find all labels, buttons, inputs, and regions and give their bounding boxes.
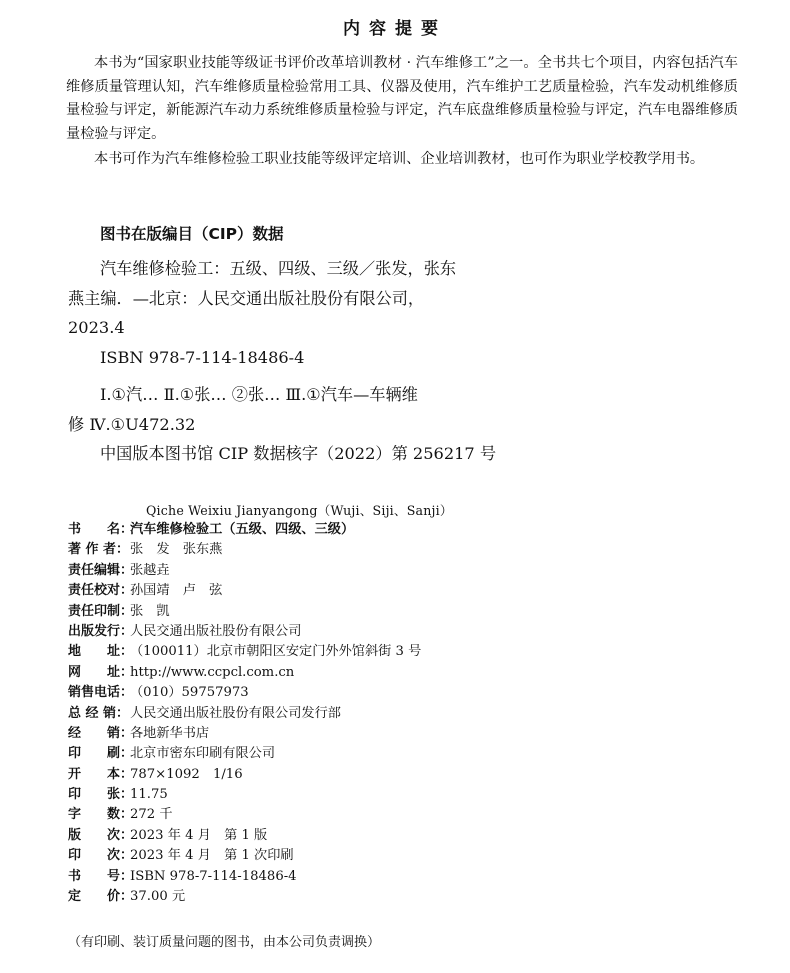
- meta-value: 11.75: [130, 787, 168, 803]
- meta-value: 人民交通出版社股份有限公司发行部: [130, 705, 341, 721]
- meta-row-title: [68, 520, 668, 540]
- meta-row-word-count: [68, 805, 668, 825]
- meta-label: 责任印制：: [68, 603, 134, 619]
- meta-row-editor: [68, 561, 668, 581]
- meta-row-general-distributor: [68, 704, 668, 724]
- meta-row-price: [68, 887, 668, 907]
- meta-value: 张 发 张东燕: [130, 542, 223, 558]
- meta-value: ISBN 978-7-114-18486-4: [130, 868, 297, 884]
- meta-row-address: [68, 642, 668, 662]
- cip-line-2: 燕主编．—北京：人民交通出版社股份有限公司，: [68, 288, 425, 308]
- meta-value: 张 凯: [130, 603, 170, 619]
- meta-row-sheets: [68, 785, 668, 805]
- summary-paragraph-2: 本书可作为汽车维修检验工职业技能等级评定培训、企业培训教材，也可作为职业学校教学用书。: [94, 151, 705, 167]
- summary-title: 内容提要: [343, 19, 447, 39]
- pinyin-title: Qiche Weixiu Jianyangong（Wuji、Siji、Sanji）: [146, 503, 453, 518]
- meta-row-authors: [68, 540, 668, 560]
- summary-paragraph-1: 本书为“国家职业技能等级证书评价改革培训教材 · 汽车维修工”之一。全书共七个项目，内容包括汽车维修质量管理认知，汽车维修质量检验常用工具、仪器及使用，汽车维护工艺质量检验，汽车发动机维修质量检验与评定，新能源汽车动力系统维修质量检验与评定，汽车底盘维修质量检验与评定，汽车电器维修质量检验与评定。: [66, 55, 738, 142]
- meta-value: http://www.ccpcl.com.cn: [130, 664, 295, 680]
- meta-row-sales-phone: [68, 683, 668, 703]
- cip-record-number: 中国版本图书馆 CIP 数据核字（2022）第 256217 号: [100, 444, 497, 463]
- meta-label: 字 数：: [68, 807, 134, 823]
- meta-row-proofreader: [68, 581, 668, 601]
- meta-label: 经 销：: [68, 725, 134, 741]
- quality-notice: （有印刷、装订质量问题的图书，由本公司负责调换）: [68, 935, 381, 950]
- meta-label: 版 次：: [68, 827, 134, 843]
- cip-block: [68, 254, 497, 469]
- meta-label: 书 号：: [68, 868, 134, 884]
- meta-value: 2023 年 4 月 第 1 次印刷: [130, 848, 294, 864]
- meta-row-publisher: [68, 622, 668, 642]
- meta-label: 责任校对：: [68, 583, 134, 599]
- cip-isbn: ISBN 978-7-114-18486-4: [100, 347, 305, 367]
- meta-value: 2023 年 4 月 第 1 版: [130, 827, 268, 843]
- meta-value: 37.00 元: [130, 889, 186, 905]
- meta-value: 787×1092 1/16: [130, 766, 243, 782]
- summary-block: [66, 52, 738, 174]
- meta-row-format: [68, 765, 668, 785]
- meta-label: 印 刷：: [68, 746, 134, 762]
- meta-label: 印 次：: [68, 848, 134, 864]
- meta-label: 定 价：: [68, 889, 134, 905]
- meta-label: 总 经 销：: [68, 705, 130, 721]
- meta-label: 书 名：: [68, 522, 134, 537]
- meta-value: （010）59757973: [130, 685, 249, 701]
- cip-line-1: 汽车维修检验工：五级、四级、三级／张发，张东: [100, 259, 457, 278]
- cip-spacer: [68, 372, 448, 380]
- meta-label: 地 址：: [68, 644, 134, 660]
- meta-row-website: [68, 663, 668, 683]
- meta-row-distributor: [68, 724, 668, 744]
- meta-value: 张越垚: [130, 562, 170, 578]
- meta-label: 著 作 者：: [68, 542, 130, 558]
- meta-label: 出版发行：: [68, 623, 134, 639]
- meta-value: 各地新华书店: [130, 725, 210, 741]
- cip-classification-2: 修 Ⅳ.①U472.32: [68, 414, 196, 434]
- meta-label: 网 址：: [68, 664, 134, 680]
- cip-classification-1: Ⅰ.①汽… Ⅱ.①张… ②张… Ⅲ.①汽车—车辆维: [100, 385, 418, 404]
- meta-label: 责任编辑：: [68, 562, 134, 578]
- meta-value: 汽车维修检验工（五级、四级、三级）: [130, 522, 355, 537]
- meta-row-print-supervisor: [68, 602, 668, 622]
- cip-line-3: 2023.4: [68, 318, 125, 337]
- meta-value: 孙国靖 卢 弦: [130, 583, 223, 599]
- meta-row-printing: [68, 846, 668, 866]
- meta-row-printer: [68, 744, 668, 764]
- meta-value: 272 千: [130, 807, 173, 823]
- meta-row-isbn: [68, 867, 668, 887]
- meta-value: 北京市密东印刷有限公司: [130, 746, 276, 762]
- meta-label: 开 本：: [68, 766, 134, 782]
- meta-label: 印 张：: [68, 787, 134, 803]
- meta-label: 销售电话：: [68, 685, 134, 701]
- publication-details: [68, 520, 668, 907]
- meta-row-edition: [68, 826, 668, 846]
- meta-value: 人民交通出版社股份有限公司: [130, 623, 302, 639]
- cip-heading: 图书在版编目（CIP）数据: [100, 225, 284, 243]
- meta-value: （100011）北京市朝阳区安定门外外馆斜街 3 号: [130, 644, 422, 660]
